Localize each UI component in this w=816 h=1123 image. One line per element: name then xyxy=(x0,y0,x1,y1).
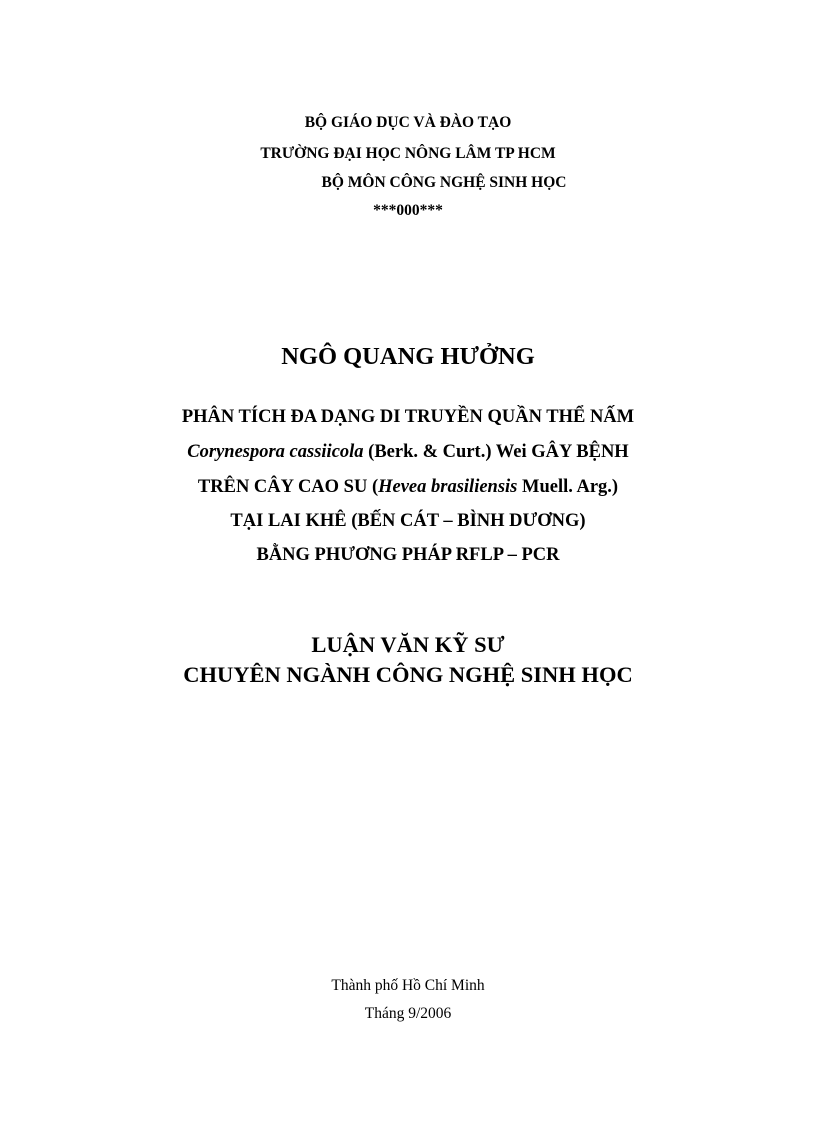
thesis-title-line-1: PHÂN TÍCH ĐA DẠNG DI TRUYỀN QUẦN THỂ NẤM xyxy=(181,407,635,427)
date-label: Tháng 9/2006 xyxy=(364,1005,452,1022)
thesis-title-line-3 xyxy=(0,477,816,498)
species-name: Corynespora cassiicola xyxy=(187,442,364,462)
ministry-heading: BỘ GIÁO DỤC VÀ ĐÀO TẠO xyxy=(304,114,512,131)
department-heading: BỘ MÔN CÔNG NGHỆ SINH HỌC xyxy=(321,174,567,191)
title-text: TRÊN CÂY CAO SU ( xyxy=(197,477,379,497)
ornament-divider: ***000*** xyxy=(373,202,443,219)
thesis-title-line-5: BẰNG PHƯƠNG PHÁP RFLP – PCR xyxy=(256,545,560,565)
title-text: Muell. Arg.) xyxy=(517,477,619,497)
university-heading: TRƯỜNG ĐẠI HỌC NÔNG LÂM TP HCM xyxy=(260,145,556,162)
thesis-title-line-4: TẠI LAI KHÊ (BẾN CÁT – BÌNH DƯƠNG) xyxy=(230,511,586,531)
author-name: NGÔ QUANG HƯỞNG xyxy=(281,343,535,370)
city-label: Thành phố Hồ Chí Minh xyxy=(331,977,485,994)
title-text: (Berk. & Curt.) Wei GÂY BỆNH xyxy=(363,442,629,462)
degree-line-1: LUẬN VĂN KỸ SƯ xyxy=(311,632,505,657)
thesis-title-line-2 xyxy=(0,442,816,463)
degree-line-2: CHUYÊN NGÀNH CÔNG NGHỆ SINH HỌC xyxy=(183,662,633,687)
host-species-name: Hevea brasiliensis xyxy=(378,477,518,497)
